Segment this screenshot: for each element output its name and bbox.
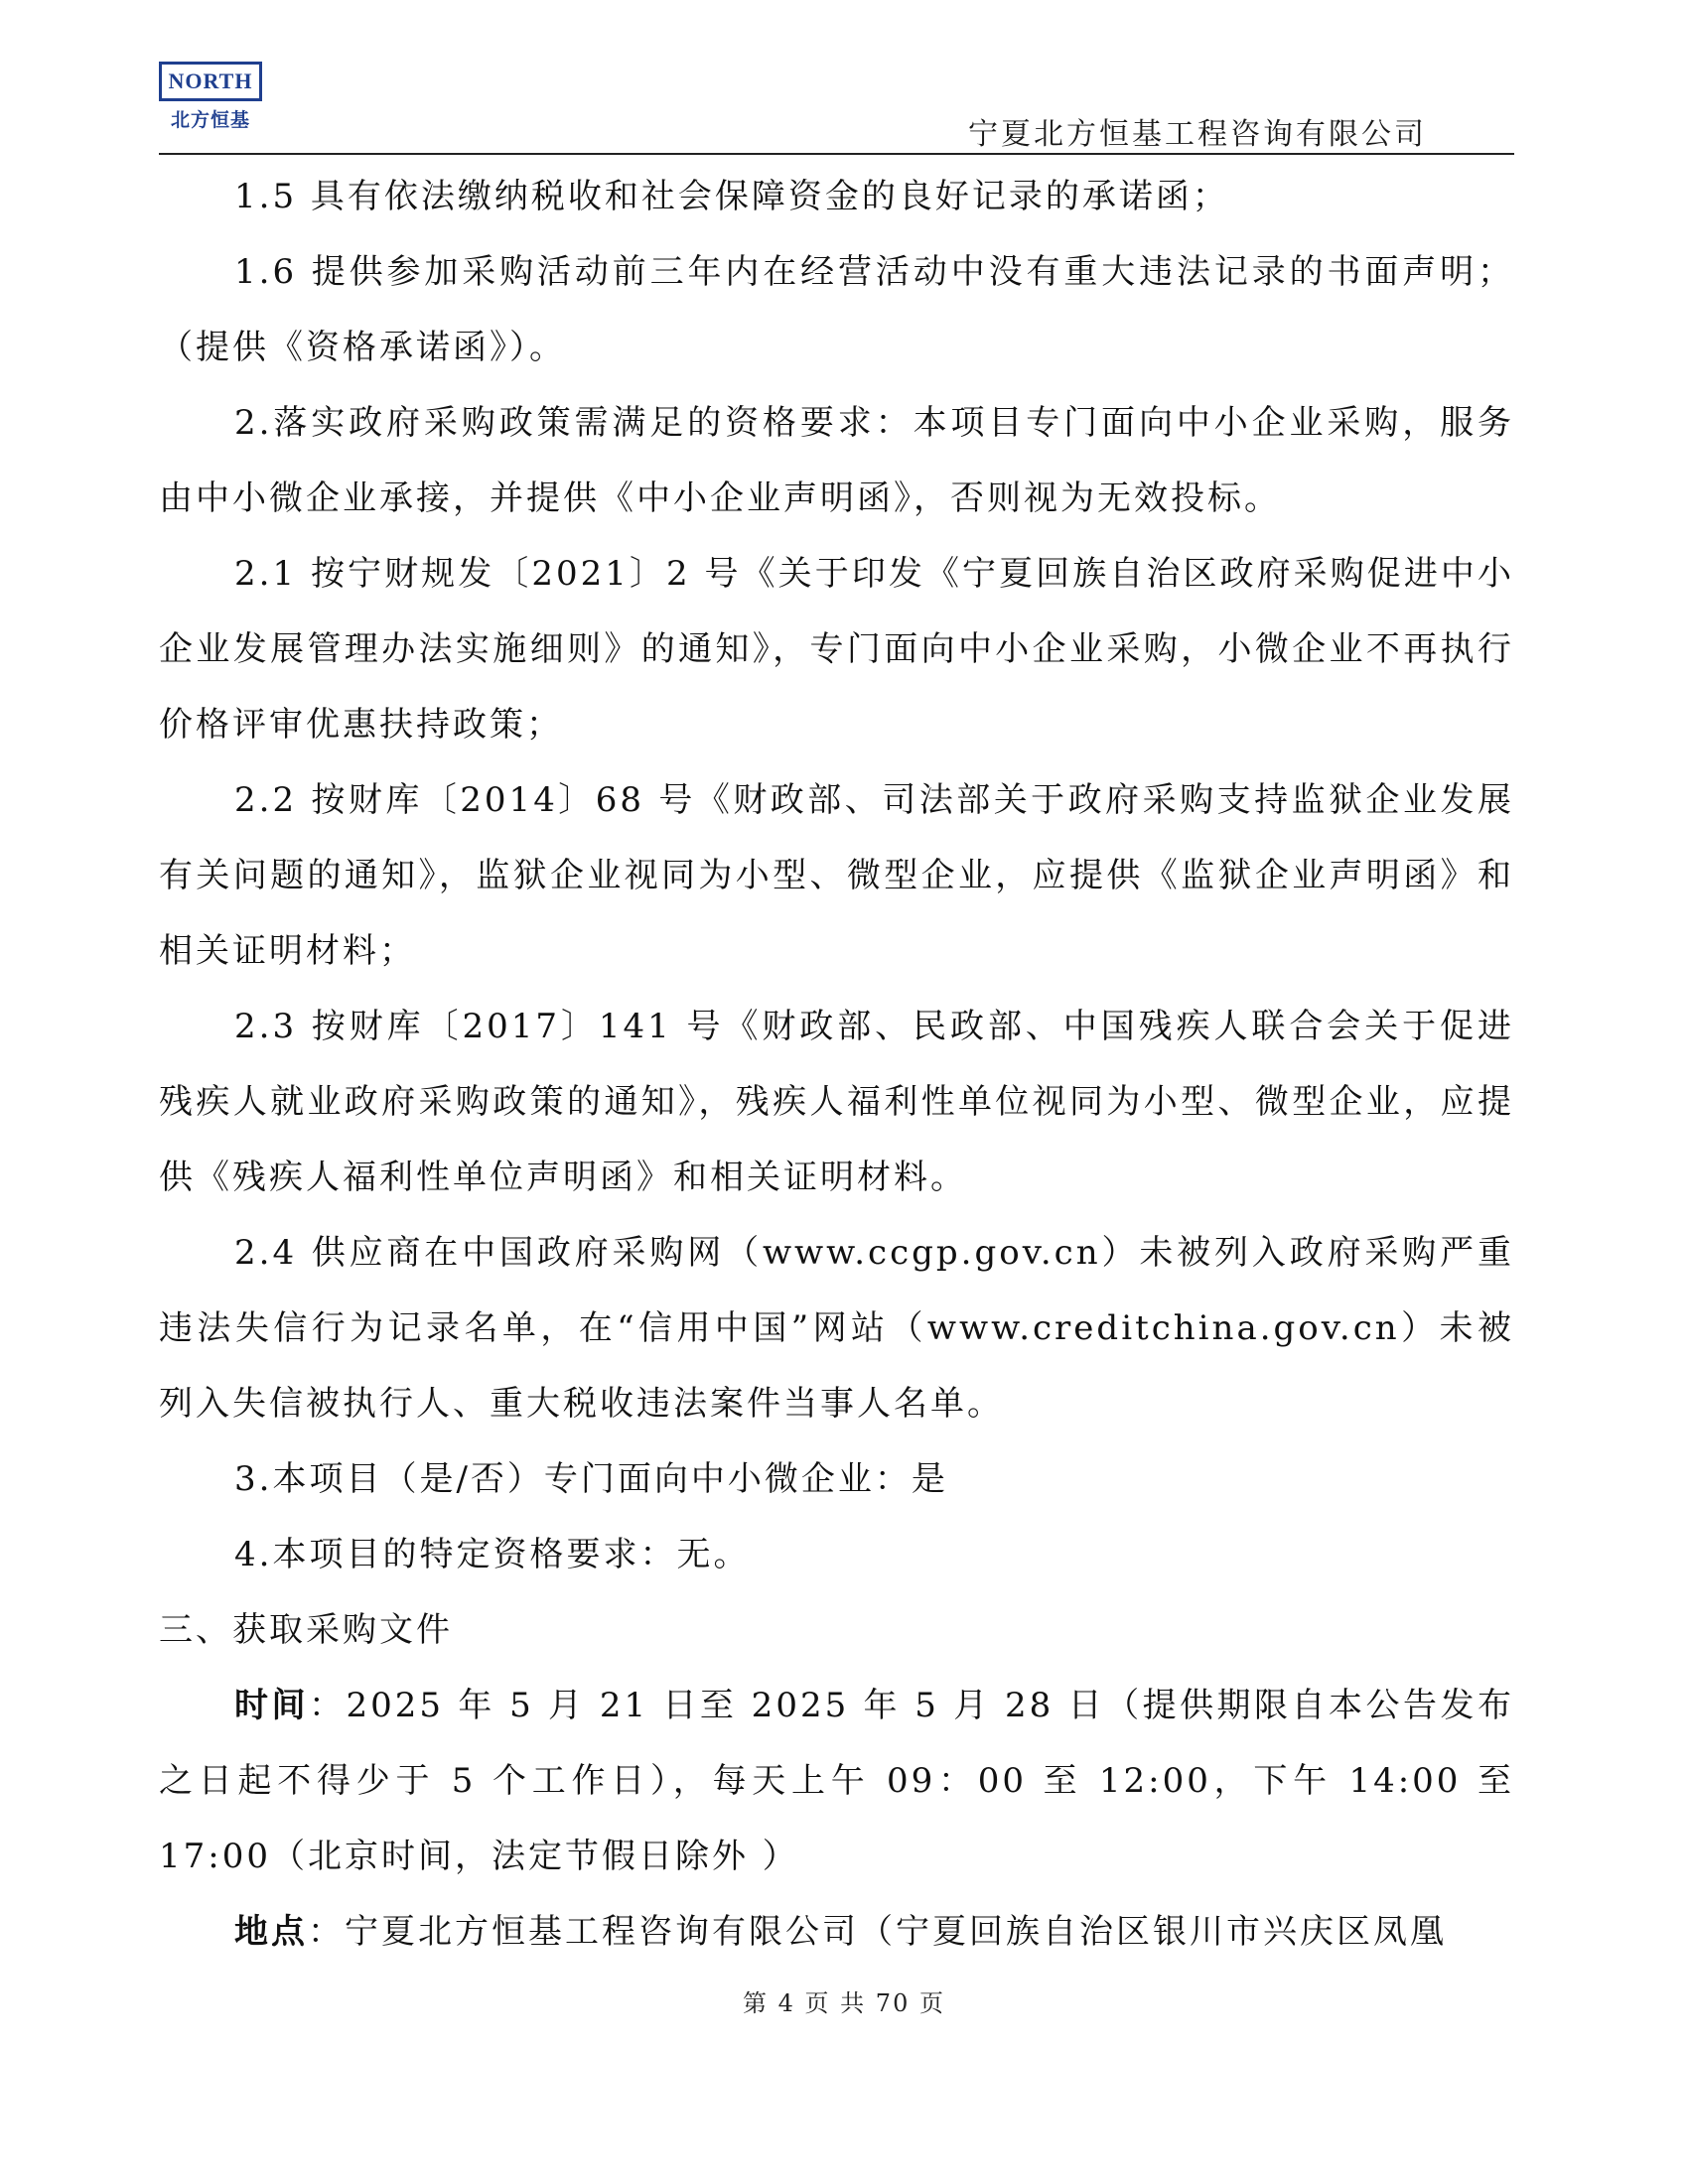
paragraph-1-5: 1.5 具有依法缴纳税收和社会保障资金的良好记录的承诺函；	[234, 177, 1229, 216]
page-header	[159, 62, 1514, 153]
paragraph-2-2: 2.2 按财库〔2014〕68 号《财政部、司法部关于政府采购支持监狱企业发展有关问题的通知》，监狱企业视同为小型、微型企业，应提供《监狱企业声明函》和相关证明材料；	[159, 780, 1514, 971]
place-label: 地点	[234, 1912, 308, 1952]
time-label: 时间	[234, 1686, 309, 1725]
paragraph-2-3: 2.3 按财库〔2017〕141 号《财政部、民政部、中国残疾人联合会关于促进残疾人就业政府采购政策的通知》，残疾人福利性单位视同为小型、微型企业，应提供《残疾人福利性单位声明函》和相关证明材料。	[159, 1007, 1514, 1197]
header-divider	[159, 153, 1514, 155]
paragraph-4: 4.本项目的特定资格要求：无。	[234, 1535, 751, 1574]
time-paragraph	[159, 1668, 1514, 1894]
paragraph-1-6: 1.6 提供参加采购活动前三年内在经营活动中没有重大违法记录的书面声明；（提供《资格承诺函》）。	[159, 252, 1514, 367]
header-company-name: 宁夏北方恒基工程咨询有限公司	[968, 117, 1427, 152]
logo-text-cn: 北方恒基	[170, 109, 250, 131]
time-text: ：2025 年 5 月 21 日至 2025 年 5 月 28 日（提供期限自本公告发布之日起不得少于 5 个工作日），每天上午 09：00 至 12:00，下午 14:00 至 17:00（北京时间，法定节假日除外 ）	[159, 1686, 1515, 1876]
section-heading-3: 三、获取采购文件	[159, 1610, 453, 1650]
document-body	[159, 159, 1514, 1970]
page-number: 第 4 页 共 70 页	[743, 1989, 945, 2017]
place-text: ：宁夏北方恒基工程咨询有限公司（宁夏回族自治区银川市兴庆区凤凰	[308, 1912, 1447, 1952]
paragraph-2-4: 2.4 供应商在中国政府采购网（www.ccgp.gov.cn）未被列入政府采购严重违法失信行为记录名单，在“信用中国”网站（www.creditchina.gov.cn）未被列入失信被执行人、重大税收违法案件当事人名单。	[159, 1233, 1514, 1424]
paragraph-3: 3.本项目（是/否）专门面向中小微企业：是	[234, 1459, 948, 1499]
place-paragraph	[159, 1894, 1514, 1970]
company-logo	[159, 62, 262, 132]
paragraph-2: 2.落实政府采购政策需满足的资格要求：本项目专门面向中小企业采购，服务由中小微企业承接，并提供《中小企业声明函》，否则视为无效投标。	[159, 403, 1514, 518]
paragraph-2-1: 2.1 按宁财规发〔2021〕2 号《关于印发《宁夏回族自治区政府采购促进中小企业发展管理办法实施细则》的通知》，专门面向中小企业采购，小微企业不再执行价格评审优惠扶持政策；	[159, 554, 1514, 745]
logo-text-en: NORTH	[159, 62, 262, 101]
